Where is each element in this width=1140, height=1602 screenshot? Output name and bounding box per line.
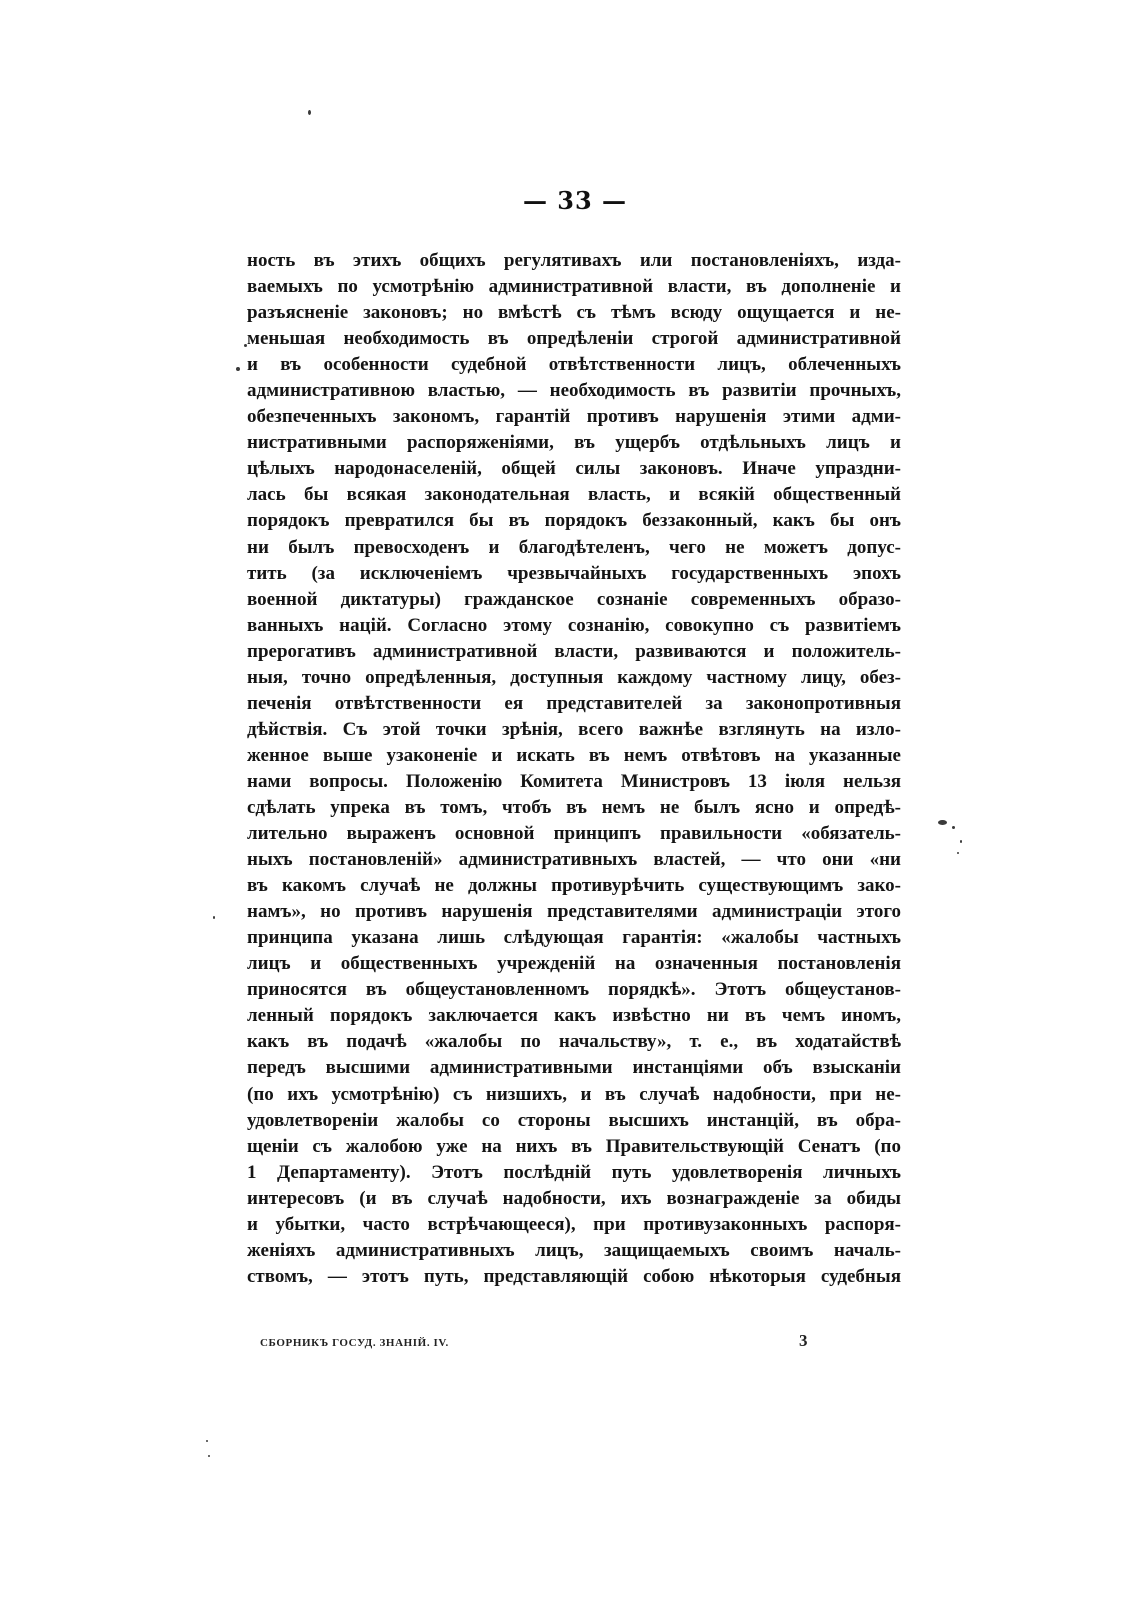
text-line: приносятся въ общеустановленномъ порядкѣ». Этотъ общеустанов- <box>247 979 901 1001</box>
text-line: ваемыхъ по усмотрѣнію административной власти, въ дополненіе и <box>247 276 901 298</box>
text-line: нистративными распоряженіями, въ ущербъ отдѣльныхъ лицъ и <box>247 432 901 454</box>
page-number: — 33 — <box>522 186 628 215</box>
text-line: ность въ этихъ общихъ регулятивахъ или постановленіяхъ, изда- <box>247 250 901 271</box>
footer-sheet-number: 3 <box>799 1331 808 1350</box>
body-text <box>247 248 901 1290</box>
text-line: интересовъ (и въ случаѣ надобности, ихъ вознагражденіе за обиды <box>247 1187 901 1209</box>
footer-signature: СБОРНИКЪ ГОСУД. ЗНАНІЙ. IV. <box>260 1337 449 1349</box>
text-line: ленный порядокъ заключается какъ извѣстно ни въ чемъ иномъ, <box>247 1005 901 1027</box>
scan-speck <box>244 344 247 347</box>
text-line: женіяхъ административныхъ лицъ, защищаемыхъ своимъ началь- <box>247 1239 901 1261</box>
text-line: ныхъ постановленій» административныхъ властей, — что они «ни <box>247 849 901 871</box>
text-line: дѣйствія. Съ этой точки зрѣнія, всего важнѣе взглянуть на изло- <box>247 718 901 740</box>
scan-speck <box>960 840 962 843</box>
text-line: лась бы всякая законодательная власть, и всякій общественный <box>247 484 901 506</box>
text-line: цѣлыхъ народонаселеній, общей силы законовъ. Иначе упраздни- <box>247 458 901 480</box>
text-line: ванныхъ націй. Согласно этому сознанію, совокупно съ развитіемъ <box>247 614 901 636</box>
text-line: разъясненіе законовъ; но вмѣстѣ съ тѣмъ всюду ощущается и не- <box>247 302 901 324</box>
text-line: ствомъ, — этотъ путь, представляющій собою нѣкоторыя судебныя <box>247 1265 901 1287</box>
text-line: лицъ и общественныхъ учрежденій на означенныя постановленія <box>247 953 901 975</box>
text-line: женное выше узаконеніе и искать въ немъ отвѣтовъ на указанные <box>247 744 901 766</box>
text-line: (по ихъ усмотрѣнію) съ низшихъ, и въ случаѣ надобности, при не- <box>247 1083 901 1105</box>
scan-speck <box>206 1440 208 1442</box>
text-line: порядокъ превратился бы въ порядокъ беззаконный, какъ бы онъ <box>247 510 901 532</box>
text-line: и убытки, часто встрѣчающееся), при противузаконныхъ распоря- <box>247 1213 901 1235</box>
text-line: щеніи съ жалобою уже на нихъ въ Правительствующій Сенатъ (по <box>247 1135 901 1157</box>
text-line: принципа указана лишь слѣдующая гарантія: «жалобы частныхъ <box>247 927 901 949</box>
text-line: удовлетвореніи жалобы со стороны высшихъ инстанцій, въ обра- <box>247 1109 901 1131</box>
text-line: тить (за исключеніемъ чрезвычайныхъ государственныхъ эпохъ <box>247 562 901 584</box>
scan-speck <box>208 1455 210 1457</box>
text-line: военной диктатуры) гражданское сознаніе современныхъ образо- <box>247 588 901 610</box>
scan-speck <box>213 916 215 919</box>
text-line: передъ высшими административными инстанціями объ взысканіи <box>247 1057 901 1079</box>
text-line: обезпеченныхъ закономъ, гарантій противъ нарушенія этими адми- <box>247 406 901 428</box>
scan-speck <box>957 852 959 854</box>
text-line: сдѣлать упрека въ томъ, чтобъ въ немъ не былъ ясно и опредѣ- <box>247 796 901 818</box>
scan-speck <box>952 826 955 829</box>
text-line: и въ особенности судебной отвѣтственности лицъ, облеченныхъ <box>247 354 901 376</box>
scan-speck <box>938 820 947 825</box>
text-line: административною властью, — необходимость въ развитіи прочныхъ, <box>247 380 901 402</box>
scan-speck <box>308 110 311 115</box>
text-line: намъ», но противъ нарушенія представителями администраціи этого <box>247 901 901 923</box>
scan-speck <box>236 367 240 371</box>
text-line: ныя, точно опредѣленныя, доступныя каждому частному лицу, обез- <box>247 666 901 688</box>
text-line: 1 Департаменту). Этотъ послѣдній путь удовлетворенія личныхъ <box>247 1161 901 1183</box>
text-line: печенія отвѣтственности ея представителей за законопротивныя <box>247 692 901 714</box>
text-line: прерогативъ административной власти, развиваются и положитель- <box>247 640 901 662</box>
text-line: въ какомъ случаѣ не должны противурѣчить существующимъ зако- <box>247 875 901 897</box>
text-line: нами вопросы. Положенію Комитета Министровъ 13 іюля нельзя <box>247 770 901 792</box>
text-line: лительно выраженъ основной принципъ правильности «обязатель- <box>247 823 901 845</box>
text-line: какъ въ подачѣ «жалобы по начальству», т. е., въ ходатайствѣ <box>247 1031 901 1053</box>
text-line: ни былъ превосходенъ и благодѣтеленъ, чего не можетъ допус- <box>247 536 901 558</box>
text-line: меньшая необходимость въ опредѣленіи строгой административной <box>247 328 901 350</box>
